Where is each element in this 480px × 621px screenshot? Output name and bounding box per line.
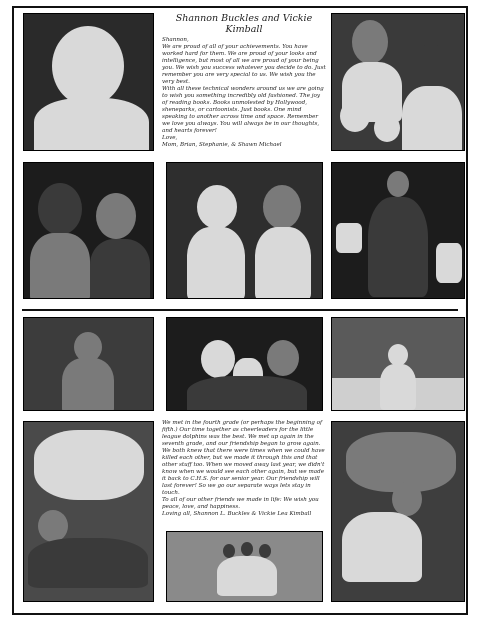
outdoor-cheer-photo [331, 317, 465, 411]
letter-paragraph-1: We are proud of all of your achievements. You have worked hard for them. We are proud of your looks and intelligence, but most of all we are proud of your being you. We wish you success whatever you decide to do. Just remember you are very special to us. We wish you the very best. [162, 44, 326, 85]
parents-letter [162, 13, 326, 155]
baby-photo [23, 13, 154, 151]
friends-letter-signature: Loving all, Shannon L. Buckles & Vickie Lea Kimball [162, 511, 312, 517]
rock-photo-left [23, 421, 154, 602]
letter-paragraph-2: With all these technical wonders around us we are going to wish you something incredibly old fashioned. The joy of reading books. Books unmolested by Hollywood, sheneparks, or cartoonists. Just books. One mind speaking to another across time and space. Remember we love you always. You will always be in our thoughts, and hearts forever! [162, 86, 324, 134]
letter-salutation: Shannon, [162, 37, 189, 43]
friends-letter-paragraph-2: To all of our other friends we made in life: We wish you peace, love, and happiness. [162, 497, 319, 510]
santa-photo [166, 317, 323, 411]
little-girls-photo [166, 162, 323, 299]
letter-closing: Love, [162, 135, 178, 141]
group-photo [166, 531, 323, 602]
family-photo [331, 13, 465, 151]
section-divider [22, 309, 458, 311]
letter-signature: Mom, Brian, Stephanie, & Shawn Michael [162, 142, 282, 148]
costume-photo [23, 317, 154, 411]
friends-letter-paragraph-1: We met in the fourth grade (or perhaps the beginning of fifth.) Our time together as cheerleaders for the little league dolphins was the best. We met up again in the seventh grade, and our friendship began to grow again. We both knew that there were times when we could have killed each other, but we made it through this and that other stuff too. When we moved away last year, we didn't know when we would see each other again, but we made it back to C.H.S. for our senior year. Our friendship will last forever! So we go our separate ways lets stay in touch. [162, 420, 325, 496]
formal-dress-photo [331, 162, 465, 299]
two-girls-photo [23, 162, 154, 299]
friends-letter [162, 420, 328, 526]
letter-title: Shannon Buckles and Vickie Kimball [175, 13, 313, 35]
rock-photo-right [331, 421, 465, 602]
